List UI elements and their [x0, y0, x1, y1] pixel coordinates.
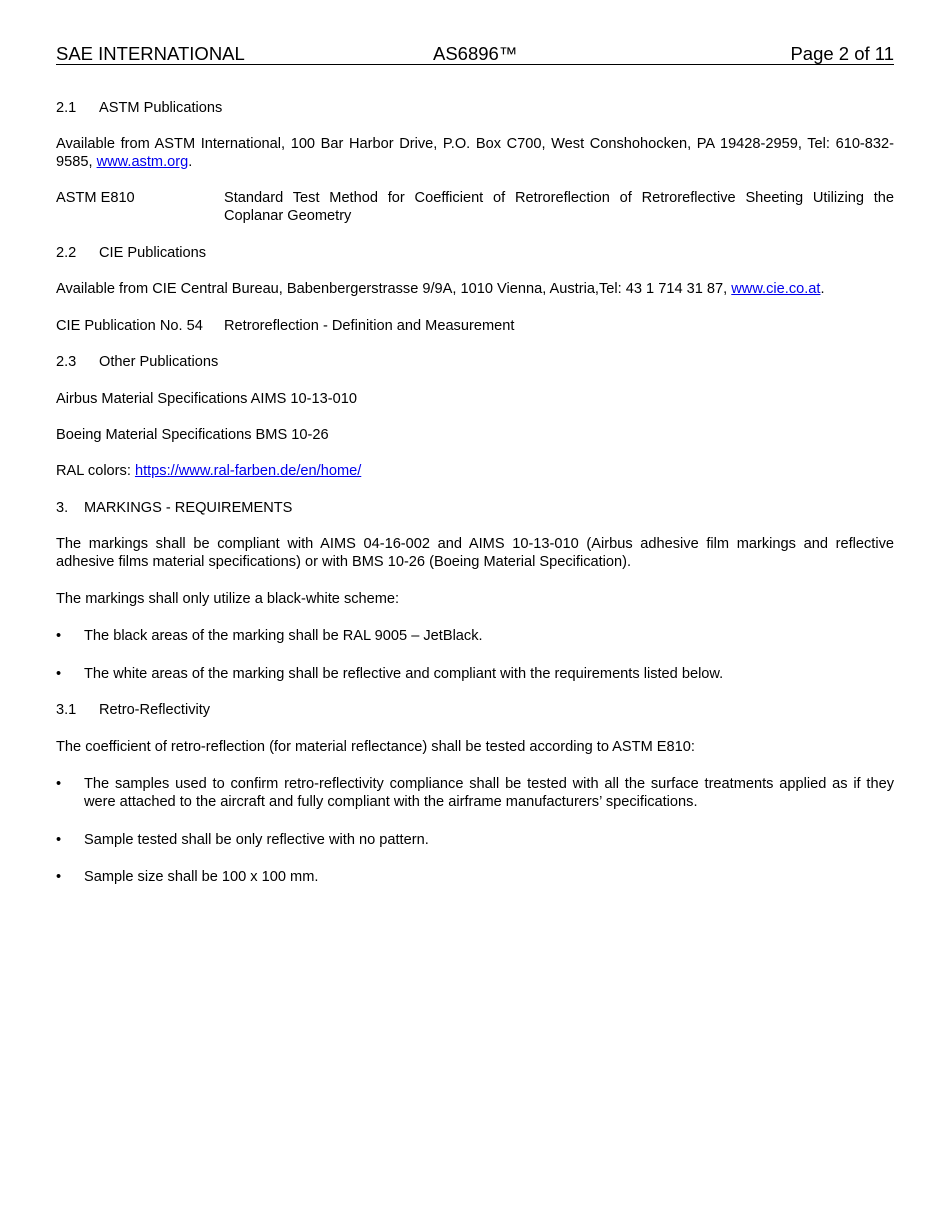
header-organization: SAE INTERNATIONAL: [56, 43, 245, 64]
section-title: Retro-Reflectivity: [99, 702, 211, 718]
list-item-text: The white areas of the marking shall be reflective and compliant with the requirements listed below.: [84, 666, 724, 682]
section-title: CIE Publications: [99, 245, 207, 261]
section-2-1-heading: [56, 99, 894, 117]
section-3-heading: [56, 499, 894, 517]
page-header: [56, 44, 894, 65]
header-page-number: Page 2 of 11: [790, 43, 894, 64]
bullet-glyph: •: [56, 832, 62, 848]
bullet-glyph: •: [56, 776, 62, 792]
astm-availability-text: Available from ASTM International, 100 Bar Harbor Drive, P.O. Box C700, West Conshohocken, PA 19428-2959, Tel: 610-832-9585,: [56, 136, 894, 170]
cie-availability-end: .: [820, 281, 825, 297]
color-scheme-paragraph: The markings shall only utilize a black-white scheme:: [56, 591, 400, 607]
retro-reflection-paragraph: The coefficient of retro-reflection (for material reflectance) shall be tested according to ASTM E810:: [56, 739, 695, 755]
section-number: 3.: [56, 500, 69, 516]
airbus-spec-line: Airbus Material Specifications AIMS 10-13-010: [56, 391, 357, 407]
cie-website-link[interactable]: www.cie.co.at: [731, 281, 821, 297]
section-number: 2.1: [56, 100, 77, 116]
list-item-text: The samples used to confirm retro-reflectivity compliance shall be tested with all the surface treatments applied as if they were attached to the aircraft and fully compliant with the airframe manufacturers’ specifications.: [84, 776, 894, 810]
section-title: ASTM Publications: [99, 100, 223, 116]
astm-availability-paragraph: [56, 135, 894, 171]
reference-row-cie-54: [56, 317, 894, 335]
section-number: 2.3: [56, 354, 77, 370]
reference-code: CIE Publication No. 54: [56, 318, 203, 334]
boeing-spec-line: Boeing Material Specifications BMS 10-26: [56, 427, 329, 443]
bullet-glyph: •: [56, 666, 62, 682]
list-item-text: Sample tested shall be only reflective with no pattern.: [84, 832, 429, 848]
reference-code: ASTM E810: [56, 190, 135, 206]
reference-title: Standard Test Method for Coefficient of Retroreflection of Retroreflective Sheeting Utilizing the Coplanar Geometry: [224, 190, 894, 224]
list-item-text: The black areas of the marking shall be RAL 9005 – JetBlack.: [84, 628, 483, 644]
section-2-2-heading: [56, 244, 894, 262]
section-3-1-heading: [56, 701, 894, 719]
reference-row-astm-e810: [56, 189, 894, 225]
ral-colors-line: [56, 462, 894, 480]
list-item-text: Sample size shall be 100 x 100 mm.: [84, 869, 319, 885]
section-2-3-heading: [56, 353, 894, 371]
reference-title: Retroreflection - Definition and Measurement: [224, 318, 515, 334]
ral-label: RAL colors:: [56, 463, 135, 479]
section-title: MARKINGS - REQUIREMENTS: [84, 500, 293, 516]
header-document-number: AS6896™: [433, 43, 518, 64]
cie-availability-paragraph: [56, 280, 894, 298]
bullet-glyph: •: [56, 628, 62, 644]
markings-compliance-paragraph: The markings shall be compliant with AIMS 04-16-002 and AIMS 10-13-010 (Airbus adhesive film markings and reflective adhesive films material specifications) or with BMS 10-26 (Boeing Material Specification).: [56, 536, 894, 570]
section-number: 3.1: [56, 702, 77, 718]
cie-availability-text: Available from CIE Central Bureau, Babenbergerstrasse 9/9A, 1010 Vienna, Austria,Tel: 43 1 714 31 87,: [56, 281, 732, 297]
bullet-glyph: •: [56, 869, 62, 885]
astm-website-link[interactable]: www.astm.org: [96, 154, 189, 170]
astm-availability-end: .: [188, 154, 193, 170]
ral-website-link[interactable]: https://www.ral-farben.de/en/home/: [134, 463, 362, 479]
section-number: 2.2: [56, 245, 77, 261]
section-title: Other Publications: [99, 354, 219, 370]
